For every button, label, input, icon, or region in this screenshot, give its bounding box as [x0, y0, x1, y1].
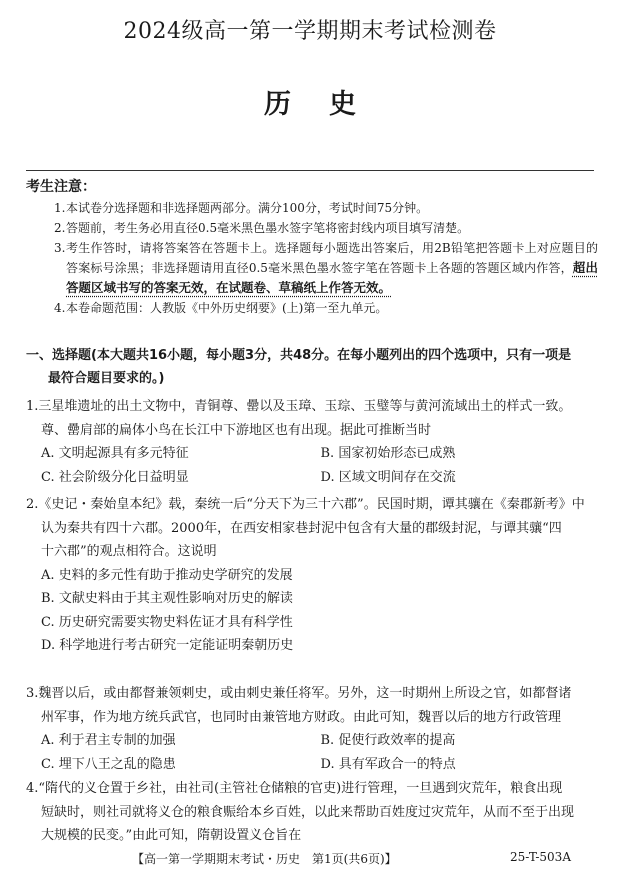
option-b[interactable]: B. 国家初始形态已成熟 [320, 446, 456, 461]
subject-title: 历史 [264, 89, 394, 120]
notice-item [54, 218, 598, 238]
option-b[interactable]: B. 文献史料由于其主观性影响对历史的解读 [41, 591, 293, 606]
exam-title: 2024级高一第一学期期末考试检测卷 [123, 19, 497, 44]
footer-page-info: 【高一第一学期期末考试・历史 第1页(共6页)】 [132, 852, 397, 866]
question-number: 4. [26, 781, 39, 796]
notice-item-number: 1. [54, 201, 66, 215]
option-c[interactable]: C. 历史研究需要实物史料佐证才具有科学性 [41, 614, 293, 630]
notice-item [54, 298, 598, 318]
question-number: 3. [26, 686, 39, 701]
notice-item-text: 本卷命题范围：人教版《中外历史纲要》(上)第一至九单元。 [66, 301, 388, 315]
question-stem [26, 682, 600, 729]
option-a[interactable]: A. 利于君主专制的加强 [41, 733, 176, 748]
option-a[interactable]: A. 文明起源具有多元特征 [41, 446, 189, 461]
notice-item-number: 3. [54, 241, 66, 255]
option-b[interactable]: B. 促使行政效率的提高 [320, 733, 456, 748]
option-d[interactable]: D. 区域文明间存在交流 [320, 469, 456, 485]
question-2 [26, 493, 600, 658]
notice-heading: 考生注意： [26, 179, 96, 195]
notice-item-number: 2. [54, 221, 66, 235]
notice-emphasis-text: 超出答题区域书写的答案无效，在试题卷、草稿纸上作答无效。 [66, 260, 598, 295]
notice-item-number: 4. [54, 301, 66, 315]
question-number: 1. [26, 399, 39, 414]
question-stem-line: 州军事，作为地方统兵武官，也同时由兼管地方财政。由此可知，魏晋以后的地方行政管理 [41, 709, 562, 725]
notice-item-text: 答题前，考生务必用直径0.5毫米黑色墨水签字笔将密封线内项目填写清楚。 [66, 221, 470, 235]
notice-item [54, 198, 598, 218]
question-1 [26, 395, 600, 489]
question-stem-line: 短缺时，则社司就将义仓的粮食赈给本乡百姓，以此来帮助百姓度过灾荒年，从而不至于出现 [41, 804, 575, 820]
question-stem-line: 三星堆遗址的出土文物中，青铜尊、罍以及玉璋、玉琮、玉璧等与黄河流域出土的样式一致。 [38, 399, 572, 414]
section-heading-line: 最符合题目要求的。) [48, 371, 165, 386]
option-a[interactable]: A. 史料的多元性有助于推动史学研究的发展 [41, 567, 293, 583]
question-stem-line: 魏晋以后，或由都督兼领刺史，或由刺史兼任将军。另外，这一时期州上所设之官，如都督诸 [38, 686, 572, 701]
options [26, 442, 600, 489]
option-c[interactable]: C. 社会阶级分化日益明显 [41, 469, 189, 485]
question-stem-line: 十六郡”的观点相符合。这说明 [41, 544, 217, 559]
question-stem [26, 395, 600, 442]
question-stem-line: 大规模的民变。”由此可知，隋朝设置义仓旨在 [41, 828, 302, 843]
notice-list [54, 198, 598, 318]
notice-item [54, 238, 598, 298]
options [26, 564, 600, 658]
question-3 [26, 682, 600, 776]
option-c[interactable]: C. 埋下八王之乱的隐患 [41, 756, 176, 772]
section-heading [26, 344, 598, 390]
option-d[interactable]: D. 具有军政合一的特点 [320, 756, 456, 772]
question-stem-line: “隋代的义仓置于乡社，由社司(主管社仓储粮的官吏)进行管理，一旦遇到灾荒年，粮食出现 [38, 781, 563, 796]
question-stem [26, 777, 600, 848]
question-stem-line: 《史记・秦始皇本纪》载，秦统一后“分天下为三十六郡”。民国时期，谭其骧在《秦郡新考》中 [38, 497, 585, 512]
question-stem-line: 认为秦共有四十六郡。2000年，在西安相家巷封泥中包含有大量的郡级封泥，与谭其骧“四 [41, 520, 562, 536]
question-number: 2. [26, 497, 39, 512]
section-heading-line: 一、选择题(本大题共16小题，每小题3分，共48分。在每小题列出的四个选项中，只有一项是 [26, 348, 572, 363]
notice-item-text: 考生作答时，请将答案答在答题卡上。选择题每小题选出答案后，用2B铅笔把答题卡上对应题目的答案标号涂黑；非选择题请用直径0.5毫米黑色墨水签字笔在答题卡上各题的答题区域内作答， [66, 241, 598, 275]
footer-exam-code: 25-T-503A [510, 850, 571, 864]
divider-line [26, 170, 594, 171]
option-d[interactable]: D. 科学地进行考古研究一定能证明秦朝历史 [41, 638, 294, 653]
notice-item-text: 本试卷分选择题和非选择题两部分。满分100分，考试时间75分钟。 [66, 201, 429, 215]
options [26, 729, 600, 776]
question-4 [26, 777, 600, 848]
question-stem-line: 尊、罍肩部的扁体小鸟在长江中下游地区也有出现。据此可推断当时 [41, 422, 432, 438]
question-stem [26, 493, 600, 564]
